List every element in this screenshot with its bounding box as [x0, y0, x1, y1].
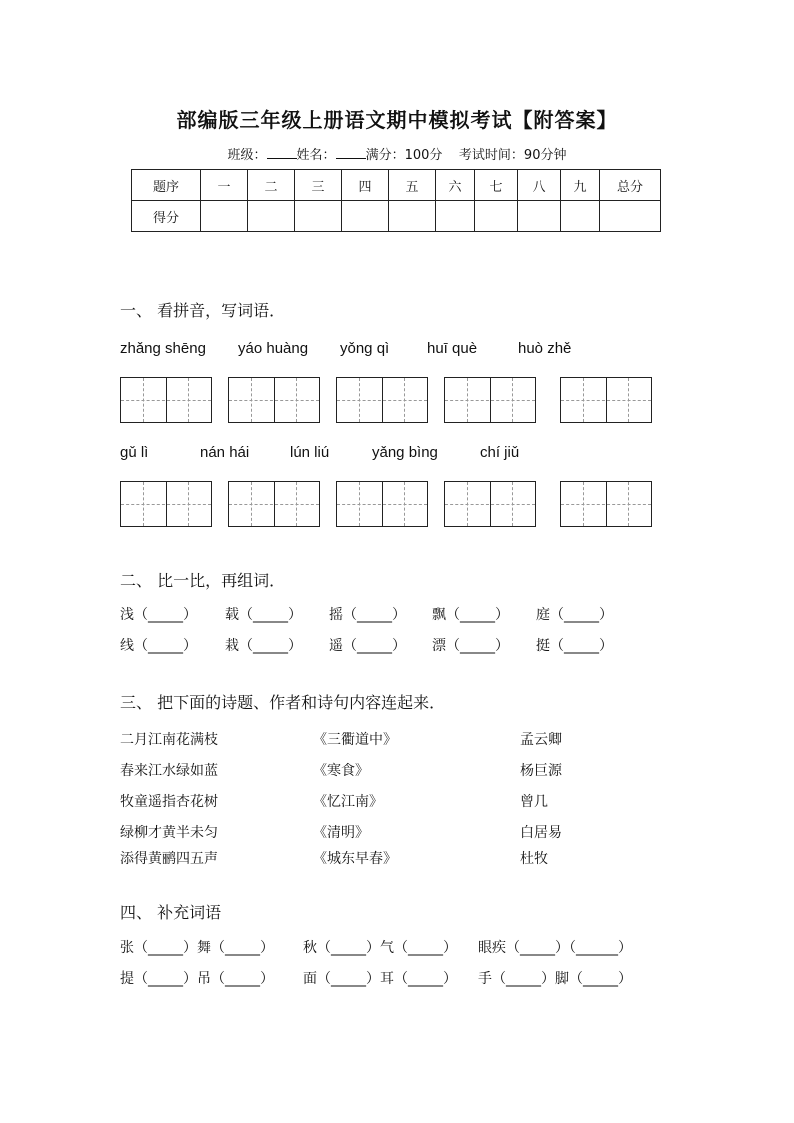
section1-heading: 一、 看拼音，写词语． [120, 301, 286, 320]
compare-item[interactable]: 摇（_____） [329, 607, 406, 623]
name-blank[interactable] [336, 146, 366, 159]
exam-info [0, 144, 794, 163]
pinyin: nán hái [200, 444, 250, 461]
poem-author[interactable]: 杜牧 [520, 851, 548, 867]
writing-box[interactable] [560, 481, 652, 527]
writing-box[interactable] [120, 377, 212, 423]
compare-item[interactable]: 庭（_____） [536, 607, 613, 623]
writing-box[interactable] [336, 481, 428, 527]
score-table [131, 169, 661, 232]
exam-time: 考试时间：90分钟 [458, 148, 567, 163]
score-header-row [132, 170, 661, 201]
poem-title[interactable]: 《忆江南》 [313, 794, 383, 810]
poem-author[interactable]: 白居易 [520, 825, 562, 841]
poem-line[interactable]: 绿柳才黄半未匀 [120, 825, 218, 841]
writing-box[interactable] [120, 481, 212, 527]
score-cell[interactable] [389, 201, 436, 232]
pinyin: zhǎng shēng [120, 340, 206, 357]
full-score: 满分：100分 [365, 148, 443, 163]
score-header-cell: 四 [342, 170, 389, 201]
poem-author[interactable]: 杨巨源 [520, 763, 562, 779]
score-cell[interactable] [295, 201, 342, 232]
compare-item[interactable]: 线（_____） [120, 638, 197, 654]
page-title: 部编版三年级上册语文期中模拟考试【附答案】 [176, 108, 618, 132]
idiom-item[interactable]: 眼疾（_____）（______） [478, 940, 632, 956]
compare-item[interactable]: 遥（_____） [329, 638, 406, 654]
writing-box[interactable] [228, 377, 320, 423]
class-label: 班级： [227, 148, 267, 163]
pinyin: gǔ lì [120, 444, 149, 461]
poem-author[interactable]: 孟云卿 [520, 732, 562, 748]
section3-heading: 三、 把下面的诗题、作者和诗句内容连起来． [120, 693, 446, 712]
poem-line[interactable]: 二月江南花满枝 [120, 732, 218, 748]
compare-item[interactable]: 挺（_____） [536, 638, 613, 654]
compare-item[interactable]: 载（_____） [225, 607, 302, 623]
writing-box[interactable] [228, 481, 320, 527]
score-cell[interactable] [518, 201, 561, 232]
idiom-item[interactable]: 秋（_____）气（_____） [303, 940, 457, 956]
poem-title[interactable]: 《三衢道中》 [313, 732, 397, 748]
section4-heading: 四、 补充词语 [120, 903, 222, 922]
score-cell[interactable] [342, 201, 389, 232]
poem-line[interactable]: 春来江水绿如蓝 [120, 763, 218, 779]
poem-line[interactable]: 牧童遥指杏花树 [120, 794, 218, 810]
name-label: 姓名： [296, 148, 336, 163]
score-header-cell: 六 [436, 170, 475, 201]
score-cell[interactable] [436, 201, 475, 232]
compare-item[interactable]: 栽（_____） [225, 638, 302, 654]
score-header-cell: 二 [248, 170, 295, 201]
idiom-item[interactable]: 手（_____）脚（_____） [478, 971, 632, 987]
score-header-cell: 八 [518, 170, 561, 201]
score-row-label: 得分 [132, 201, 201, 232]
idiom-item[interactable]: 提（_____）吊（_____） [120, 971, 274, 987]
score-cell[interactable] [600, 201, 661, 232]
pinyin: yáo huàng [238, 340, 309, 357]
section2-heading: 二、 比一比，再组词． [120, 571, 286, 590]
pinyin: lún liú [290, 444, 330, 461]
pinyin: chí jiǔ [480, 444, 520, 461]
pinyin: huò zhě [518, 340, 572, 357]
writing-box[interactable] [336, 377, 428, 423]
idiom-item[interactable]: 张（_____）舞（_____） [120, 940, 274, 956]
score-header-cell: 五 [389, 170, 436, 201]
compare-item[interactable]: 浅（_____） [120, 607, 197, 623]
poem-title[interactable]: 《城东早春》 [313, 851, 397, 867]
compare-item[interactable]: 飘（_____） [432, 607, 509, 623]
poem-author[interactable]: 曾几 [520, 794, 548, 810]
score-row [132, 201, 661, 232]
writing-box[interactable] [444, 377, 536, 423]
poem-line[interactable]: 添得黄鹂四五声 [120, 851, 218, 867]
score-header-cell: 九 [561, 170, 600, 201]
poem-title[interactable]: 《清明》 [313, 825, 369, 841]
score-header-cell: 题序 [132, 170, 201, 201]
pinyin: yǎng bìng [372, 444, 438, 461]
score-header-cell: 一 [201, 170, 248, 201]
score-cell[interactable] [248, 201, 295, 232]
score-header-cell: 七 [475, 170, 518, 201]
score-cell[interactable] [561, 201, 600, 232]
class-blank[interactable] [267, 146, 297, 159]
poem-title[interactable]: 《寒食》 [313, 763, 369, 779]
pinyin: yǒng qì [340, 340, 390, 357]
score-cell[interactable] [201, 201, 248, 232]
compare-item[interactable]: 漂（_____） [432, 638, 509, 654]
writing-box[interactable] [560, 377, 652, 423]
writing-box[interactable] [444, 481, 536, 527]
score-cell[interactable] [475, 201, 518, 232]
score-header-cell: 总分 [600, 170, 661, 201]
idiom-item[interactable]: 面（_____）耳（_____） [303, 971, 457, 987]
pinyin: huī què [427, 340, 478, 357]
score-header-cell: 三 [295, 170, 342, 201]
